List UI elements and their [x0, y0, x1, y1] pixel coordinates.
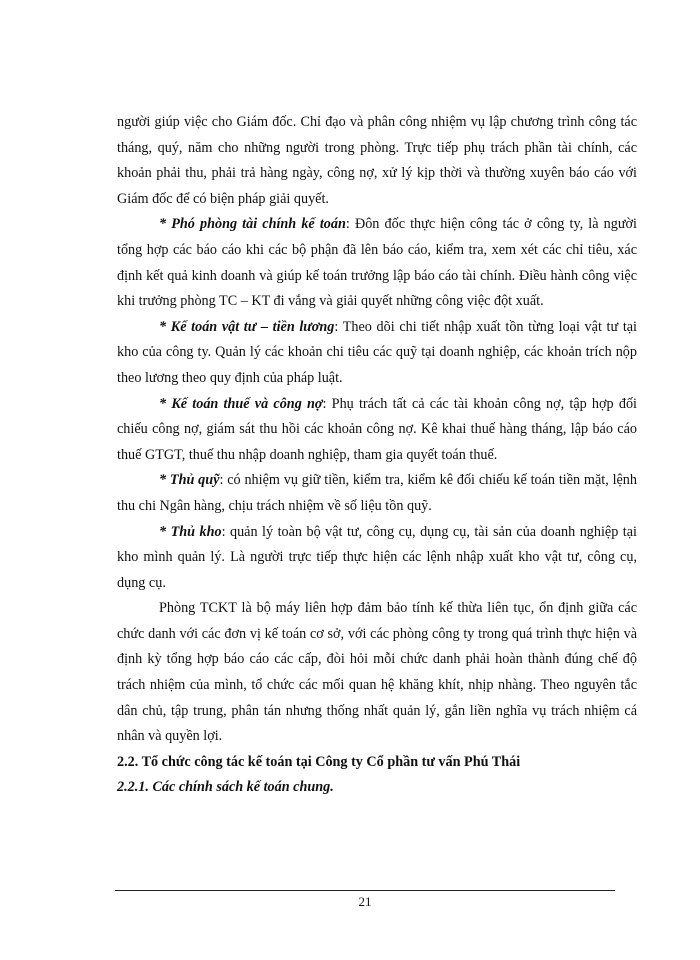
paragraph-text: : Phụ trách tất cả các tài khoản công nợ, tập hợp đối chiếu công nợ, giám sát thu hồi các khoản công nợ. Kê khai thuế hàng tháng, lập báo cáo thuế GTGT, thuế thu nhập doanh nghiệp, tham gia quyết toán thuế.: [117, 395, 637, 463]
paragraph-lead: * Kế toán thuế và công nợ: [159, 395, 323, 412]
paragraph-text: : Theo dõi chi tiết nhập xuất tồn từng loại vật tư tại kho của công ty. Quản lý các khoản chi tiêu các quỹ tại doanh nghiệp, các khoản trích nộp theo lương theo quy định của pháp luật.: [117, 318, 637, 386]
page-body: [117, 110, 637, 801]
paragraph-tax-debt: [117, 392, 637, 469]
paragraph-lead: * Thủ quỹ: [159, 472, 220, 489]
paragraph-lead: * Kế toán vật tư – tiền lương: [159, 318, 335, 335]
paragraph-department-summary: [117, 596, 637, 750]
paragraph-text: người giúp việc cho Giám đốc. Chỉ đạo và phân công nhiệm vụ lập chương trình công tác tháng, quý, năm cho những người trong phòng. Trực tiếp phụ trách phần tài chính, các khoản phải thu, phải trả hàng ngày, công nợ, xử lý kịp thời và thường xuyên báo cáo với Giám đốc để có biện pháp giải quyết.: [117, 114, 637, 207]
paragraph-continuation: [117, 110, 637, 212]
paragraph-text: : quản lý toàn bộ vật tư, công cụ, dụng cụ, tài sản của doanh nghiệp tại kho mình quản lý. Là người trực tiếp thực hiện các lệnh nhập xuất kho vật tư, công cụ, dụng cụ.: [117, 523, 637, 591]
section-heading: 2.2. Tổ chức công tác kế toán tại Công ty Cổ phần tư vấn Phú Thái: [117, 753, 521, 770]
paragraph-text: Phòng TCKT là bộ máy liên hợp đảm bảo tính kế thừa liên tục, ổn định giữa các chức danh với các đơn vị kế toán cơ sở, với các phòng công ty trong quá trình thực hiện và định kỳ tổng hợp báo cáo các cấp, đòi hỏi mỗi chức danh phải hoàn thành đúng chế độ trách nhiệm của mình, tổ chức các mối quan hệ khăng khít, nhịp nhàng. Theo nguyên tắc dân chủ, tập trung, phân tán nhưng thống nhất quản lý, gắn liền nghĩa vụ trách nhiệm cá nhân và quyền lợi.: [117, 600, 637, 745]
paragraph-text: : có nhiệm vụ giữ tiền, kiểm tra, kiểm kê đối chiếu kế toán tiền mặt, lệnh thu chi Ngân hàng, chịu trách nhiệm về số liệu tồn quỹ.: [117, 472, 637, 514]
paragraph-text: : Đôn đốc thực hiện công tác ở công ty, là người tổng hợp các báo cáo khi các bộ phận đã lên báo cáo, kiểm tra, xem xét các chỉ tiêu, xác định kết quả kinh doanh và giúp kế toán trưởng lập báo cáo tài chính. Điều hành công việc khi trưởng phòng TC – KT đi vắng và giải quyết những công việc đột xuất.: [117, 216, 637, 310]
paragraph-warehouse-keeper: [117, 520, 637, 597]
page-number: 21: [358, 894, 372, 909]
paragraph-lead: * Phó phòng tài chính kế toán: [159, 216, 346, 233]
paragraph-deputy-head: [117, 212, 637, 314]
paragraph-materials-payroll: [117, 315, 637, 392]
footer-divider: [115, 890, 615, 891]
paragraph-cashier: [117, 468, 637, 519]
paragraph-lead: * Thủ kho: [159, 523, 222, 540]
subsection-heading: 2.2.1. Các chính sách kế toán chung.: [117, 779, 334, 796]
